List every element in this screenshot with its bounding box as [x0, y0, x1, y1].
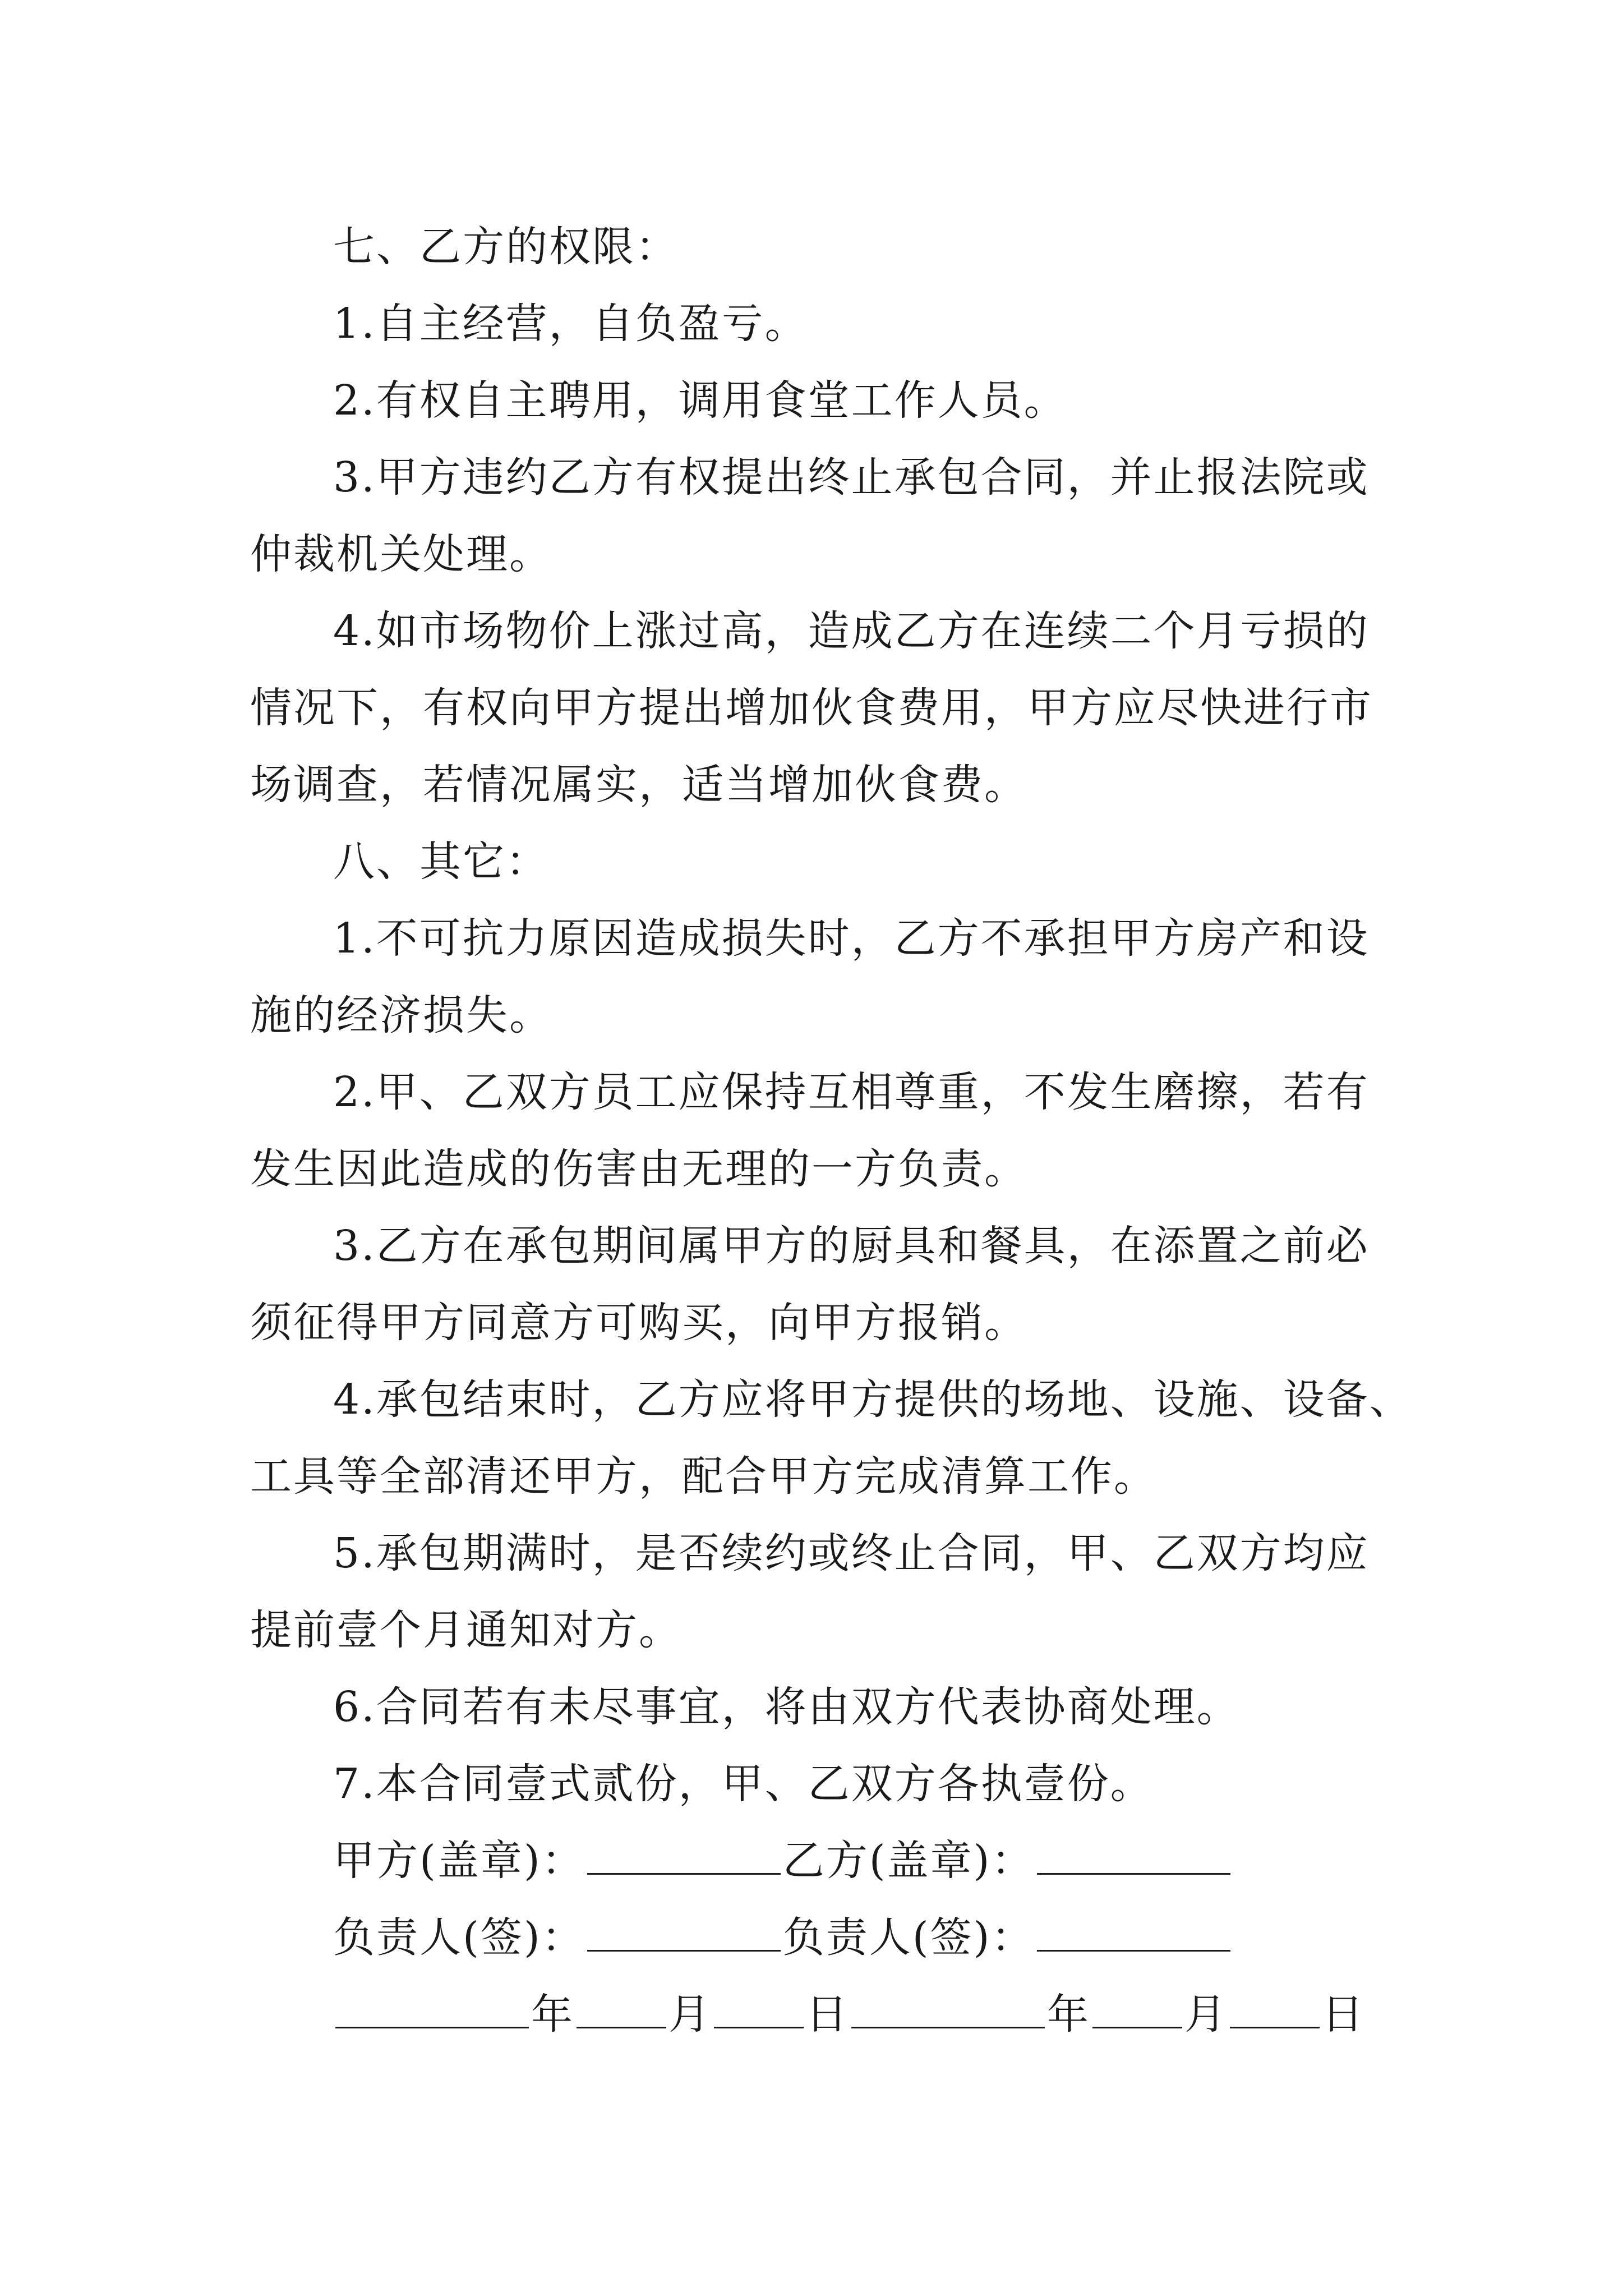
month-label: 月 — [1184, 1990, 1228, 2039]
clause-line: 发生因此造成的伤害由无理的一方负责。 — [250, 1145, 1027, 1193]
party-b-seal-blank[interactable] — [1037, 1832, 1230, 1875]
day-label: 日 — [1322, 1990, 1365, 2039]
year-label: 年 — [1047, 1990, 1090, 2039]
party-a-sign-label: 负责人(签)： — [333, 1913, 585, 1962]
party-a-sign-blank[interactable] — [587, 1908, 781, 1952]
clause-line: 1.自主经营，自负盈亏。 — [333, 300, 808, 348]
party-b-day-blank[interactable] — [1230, 1985, 1320, 2028]
clause-line: 5.承包期满时，是否续约或终止合同，甲、乙双方均应 — [333, 1529, 1370, 1577]
month-label: 月 — [668, 1990, 712, 2039]
contract-body — [250, 209, 1413, 2053]
date-row — [250, 1976, 1389, 2053]
party-a-year-blank[interactable] — [335, 1985, 529, 2028]
signature-row — [250, 1899, 1389, 1976]
seal-row — [250, 1823, 1389, 1899]
clause-line: 4.承包结束时，乙方应将甲方提供的场地、设施、设备、 — [333, 1375, 1413, 1424]
party-b-sign-blank[interactable] — [1037, 1908, 1230, 1952]
party-a-month-blank[interactable] — [577, 1985, 666, 2028]
party-b-seal-label: 乙方(盖章)： — [782, 1837, 1035, 1885]
section-heading-other: 八、其它： — [333, 838, 549, 886]
clause-line: 施的经济损失。 — [250, 991, 552, 1039]
clause-line: 场调查，若情况属实，适当增加伙食费。 — [250, 761, 1027, 809]
clause-line: 3.乙方在承包期间属甲方的厨具和餐具，在添置之前必 — [333, 1222, 1370, 1270]
clause-line: 4.如市场物价上涨过高，造成乙方在连续二个月亏损的 — [333, 607, 1370, 655]
clause-line: 工具等全部清还甲方，配合甲方完成清算工作。 — [250, 1452, 1157, 1501]
section-heading-rights: 七、乙方的权限： — [333, 223, 679, 271]
party-a-seal-label: 甲方(盖章)： — [333, 1837, 585, 1885]
clause-line: 2.甲、乙双方员工应保持互相尊重，不发生磨擦，若有 — [333, 1068, 1370, 1116]
year-label: 年 — [531, 1990, 574, 2039]
clause-line: 7.本合同壹式贰份，甲、乙双方各执壹份。 — [333, 1760, 1154, 1808]
party-b-sign-label: 负责人(签)： — [782, 1913, 1035, 1962]
clause-line: 1.不可抗力原因造成损失时，乙方不承担甲方房产和设 — [333, 914, 1370, 963]
clause-line: 仲裁机关处理。 — [250, 530, 552, 578]
party-a-day-blank[interactable] — [714, 1985, 804, 2028]
party-b-month-blank[interactable] — [1092, 1985, 1182, 2028]
clause-line: 3.甲方违约乙方有权提出终止承包合同，并止报法院或 — [333, 453, 1370, 501]
party-b-year-blank[interactable] — [851, 1985, 1045, 2028]
clause-line: 须征得甲方同意方可购买，向甲方报销。 — [250, 1299, 1027, 1347]
clause-line: 6.合同若有未尽事宜，将由双方代表协商处理。 — [333, 1683, 1240, 1731]
party-a-seal-blank[interactable] — [587, 1832, 781, 1875]
day-label: 日 — [806, 1990, 849, 2039]
clause-line: 提前壹个月通知对方。 — [250, 1606, 682, 1654]
clause-line: 2.有权自主聘用，调用食堂工作人员。 — [333, 376, 1067, 425]
clause-line: 情况下，有权向甲方提出增加伙食费用，甲方应尽快进行市 — [250, 684, 1373, 732]
